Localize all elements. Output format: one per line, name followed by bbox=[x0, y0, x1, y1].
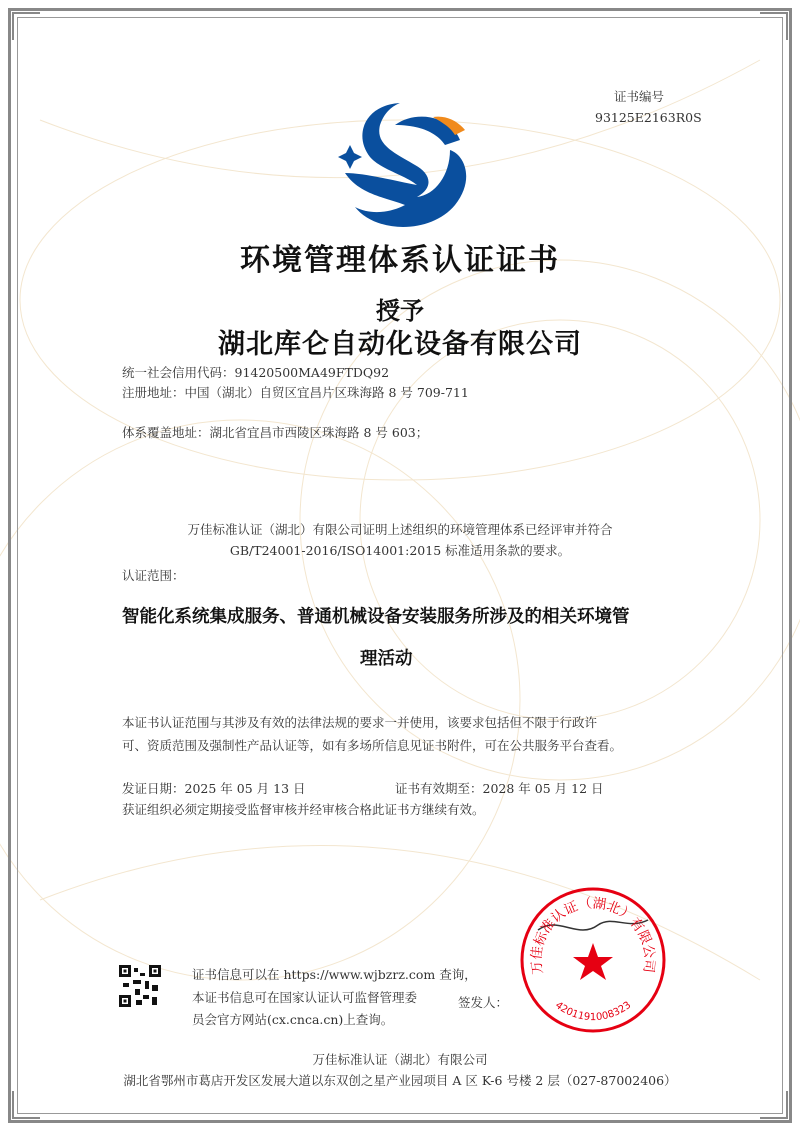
signer-label: 签发人： bbox=[458, 995, 509, 1010]
query-line: 员会官方网站(cx.cnca.cn)上查询。 bbox=[192, 1012, 394, 1027]
coverage-address: 体系覆盖地址：湖北省宜昌市西陵区珠海路 8 号 603； bbox=[122, 425, 429, 440]
scope-text: 智能化系统集成服务、普通机械设备安装服务所涉及的相关环境管 bbox=[122, 607, 630, 627]
footer-organization: 万佳标准认证（湖北）有限公司 bbox=[312, 1052, 488, 1067]
company-logo bbox=[335, 95, 480, 235]
statement-line: 万佳标准认证（湖北）有限公司证明上述组织的环境管理体系已经评审并符合 bbox=[187, 522, 613, 537]
svg-text:4201191008323 bbox=[553, 1000, 633, 1023]
corner-ornament bbox=[12, 1091, 40, 1119]
validity-note: 获证组织必须定期接受监督审核并经审核合格此证书方继续有效。 bbox=[122, 802, 485, 817]
company-name: 湖北库仑自动化设备有限公司 bbox=[218, 329, 582, 360]
registered-address: 注册地址：中国（湖北）自贸区宜昌片区珠海路 8 号 709-711 bbox=[122, 385, 469, 400]
query-line: 证书信息可以在 https://www.wjbzrz.com 查询， bbox=[192, 967, 477, 982]
statement-line: GB/T24001-2016/ISO14001:2015 标准适用条款的要求。 bbox=[229, 543, 571, 558]
notice-line: 本证书认证范围与其涉及有效的法律法规的要求一并使用，该要求包括但不限于行政许 bbox=[122, 715, 598, 730]
scope-text: 理活动 bbox=[360, 649, 413, 669]
seal-number: 4201191008323 bbox=[552, 999, 634, 1024]
cert-number: 93125E2163R0S bbox=[595, 110, 702, 125]
granted-label: 授予 bbox=[376, 296, 424, 325]
scope-label: 认证范围： bbox=[122, 568, 185, 583]
valid-until: 证书有效期至：2028 年 05 月 12 日 bbox=[395, 781, 604, 796]
certificate-title: 环境管理体系认证证书 bbox=[240, 243, 560, 278]
query-line: 本证书信息可在国家认证认可监督管理委 bbox=[192, 990, 418, 1005]
corner-ornament bbox=[12, 12, 40, 40]
credit-code: 统一社会信用代码：91420500MA49FTDQ92 bbox=[122, 365, 390, 380]
star-icon bbox=[573, 943, 613, 980]
corner-ornament bbox=[760, 12, 788, 40]
cert-number-label: 证书编号 bbox=[614, 89, 665, 104]
seal-text: 万佳标准认证（湖北）有限公司 bbox=[528, 895, 658, 976]
notice-line: 可、资质范围及强制性产品认证等，如有多场所信息见证书附件，可在公共服务平台查看。 bbox=[122, 738, 623, 753]
issue-date: 发证日期：2025 年 05 月 13 日 bbox=[122, 781, 306, 796]
qr-code[interactable] bbox=[119, 965, 161, 1007]
footer-address: 湖北省鄂州市葛店开发区发展大道以东双创之星产业园项目 A 区 K-6 号楼 2 层（027-87002406） bbox=[123, 1073, 677, 1088]
star-icon bbox=[338, 145, 362, 169]
official-seal bbox=[518, 885, 668, 1035]
corner-ornament bbox=[760, 1091, 788, 1119]
